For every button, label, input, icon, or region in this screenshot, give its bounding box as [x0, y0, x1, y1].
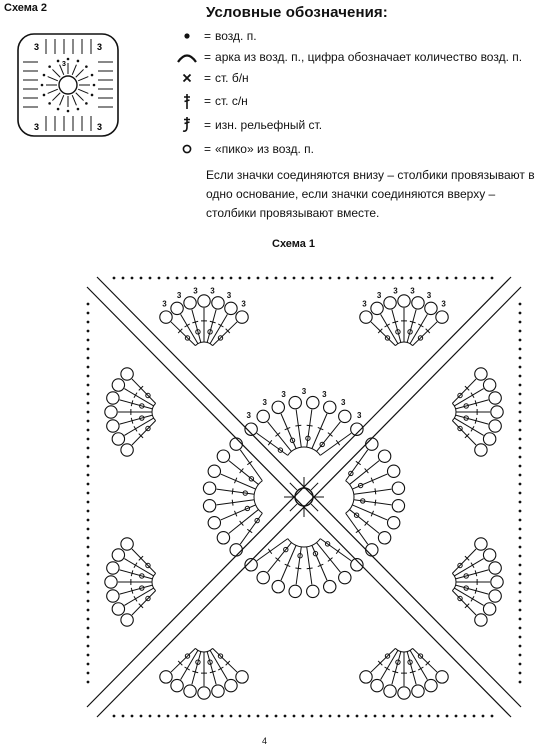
scheme2-corner-label-tr: 3 [97, 42, 103, 52]
legend-text-chain: возд. п. [215, 29, 257, 43]
scheme2-posts [23, 39, 113, 131]
legend-title: Условные обозначения: [206, 4, 388, 21]
legend-equals: = [204, 71, 212, 85]
scheme2-outline [18, 34, 118, 136]
scheme2-corner-label-bl: 3 [34, 122, 40, 132]
legend-equals: = [204, 142, 212, 156]
arc-count-label: 3 [210, 286, 215, 296]
arc-count-label: 3 [226, 291, 232, 301]
arc-count-label: 3 [162, 299, 167, 309]
scheme2-corner-label-tl: 3 [34, 42, 40, 52]
scheme1-diagram [74, 262, 534, 732]
legend-row-picot [176, 140, 314, 158]
scheme1-border-dots [87, 277, 522, 718]
legend-text-arc: арка из возд. п., цифра обозначает количество возд. п. [215, 50, 523, 64]
scheme1-center-motif [284, 477, 324, 517]
double-crochet-icon [176, 92, 198, 110]
legend-note: Если значки соединяются внизу – столбики провязывают в одно основание, если значки соединяются вверху – столбики провязывают вместе. [206, 168, 535, 220]
arc-count-label: 3 [362, 299, 367, 309]
arc-count-label: 3 [357, 410, 362, 420]
arc-count-label: 3 [341, 397, 346, 407]
legend-text-double-crochet: ст. с/н [215, 94, 248, 108]
arc-count-label: 3 [322, 389, 327, 399]
scheme2-title: Схема 2 [4, 2, 48, 14]
scheme2-diagram [14, 30, 122, 140]
arc-count-label: 3 [241, 299, 246, 309]
arc-count-label: 3 [376, 291, 382, 301]
chain-dot-icon [176, 27, 198, 45]
relief-stitch-icon [176, 116, 198, 134]
legend-row-double-crochet [176, 92, 248, 110]
arc-icon [176, 48, 198, 66]
arc-count-label: 3 [441, 299, 446, 309]
legend-equals: = [204, 50, 212, 64]
arc-count-label: 3 [193, 286, 198, 296]
legend-row-cross [176, 69, 249, 87]
legend-text-picot: «пико» из возд. п. [215, 142, 315, 156]
legend-equals: = [204, 29, 212, 43]
legend-row-arc [176, 48, 522, 66]
legend-row-chain [176, 27, 257, 45]
scheme2-corner-label-br: 3 [97, 122, 103, 132]
arc-count-label: 3 [393, 286, 398, 296]
legend-row-relief [176, 116, 322, 134]
arc-count-label: 3 [176, 291, 182, 301]
arc-count-label: 3 [426, 291, 432, 301]
arc-count-label: 3 [262, 397, 267, 407]
arc-count-label: 3 [301, 387, 307, 396]
legend-equals: = [204, 118, 212, 132]
picot-icon [176, 140, 198, 158]
scheme2-center-ring [59, 76, 77, 94]
scheme2-center-label: 3 [62, 61, 66, 68]
scheme1-shell-fans [105, 287, 503, 700]
scheme1-diagonals [87, 277, 521, 717]
legend-text-cross: ст. б/н [215, 71, 249, 85]
legend-equals: = [204, 94, 212, 108]
arc-count-label: 3 [281, 389, 286, 399]
scheme1-title: Схема 1 [272, 238, 316, 250]
cross-icon [176, 69, 198, 87]
legend-text-relief: изн. рельефный ст. [215, 118, 323, 132]
page-mark: 4 [262, 736, 268, 746]
arc-count-label: 3 [246, 410, 251, 420]
arc-count-label: 3 [410, 286, 415, 296]
